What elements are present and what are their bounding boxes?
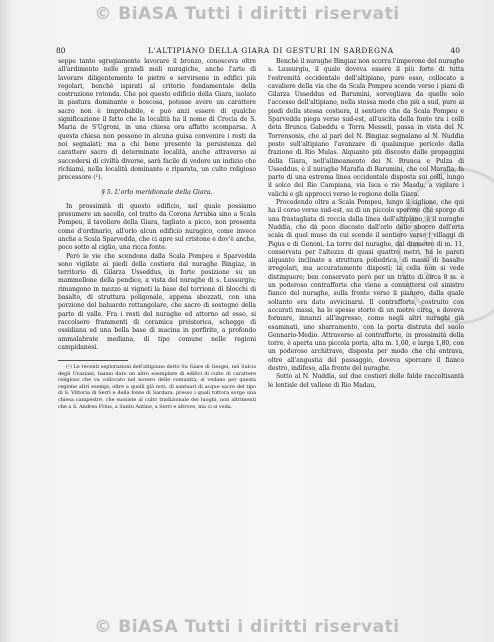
- right-paragraph-2: Procedendo oltre a Scala Pompeu, lungo il ciglione, che qui ha il corso verso sud-est, su di un piccolo sperone che sporge di una frastagliata di roccia dalla linea dell'altipiano, è il nuraghe Nuddìa, che dà poco discosto dall'orlo dello sbocco dell'erta scala di quel muso da cui scende il sentiero verso i villaggi di Pigus e di Genoni. La torre del nuraghe, dal diametro di m. 11, conservata per l'altezza di quasi quattro metri, ha le pareti alquanto inclinate a struttura poliedrica, di massi di basalto irregolari, ma accuratamente disposti; la cella non si vede distinguere; ben conservato però per un tratto di circa 8 m. è un poderoso contrafforte che viene a connettersi col sinistro fianco del nuraghe, sulla fronte verso il pianoro, dalla quale soltanto era dato avvicinarsi. Il contrafforte, costruito con accurati massi, ha le spesse storte di un metro circa, e doveva formare, innanzi all'ingresso, come negli altri nuraghi già esaminati, uno sbarramento, con la porta distruta del suolo Gennario-Medio. Attraverso al contrafforte, in prossimità della torre, è aperta una piccola porta, alta m. 1,60, e larga 1,80, con un poderoso architrave, disposta per modo che chi entrava, oltre all'angustia del passaggio, doveva sporcare il fianco destro, indifeso, alla fronte del nuraghe.: [268, 199, 464, 372]
- page-number-right: 40: [450, 46, 460, 55]
- section-title: § 5. L'orlo meridionale della Giara.: [101, 188, 213, 197]
- stamp-text: BIBLIOTECA D'ARTE: [407, 201, 435, 281]
- watermark-bottom: © BiASA Tutti i diritti riservati: [94, 617, 400, 637]
- footnote: [58, 364, 256, 410]
- right-column: [268, 58, 464, 390]
- left-paragraph-2: In prossimità di questo edificio, nel quale possiamo presumere un sacello, col tratto da Corona Arrubia sino a Scala Pompeu, il tavoliere della Giara, tagliato a picco, non presenta come d'ordinario, all'orlo alcun edificio nuragico, come invece anche a Scala Sparvedda, che ci apre sul cristone e dov'è anche, poco sotto al ciglio, una ricca fonte.: [58, 202, 256, 252]
- right-paragraph-1: Benchè il nuraghe Bingiaz non scorra l'imperone del nuraghe s. Lussurgiu, il quale doveva essere il più forte di tutta l'estremità occidentale dell'altipiano, pure esso, collocato a cavaliere della via che da Scala Pompeu scende verso i piani di Gilarza Usseddus ed Barumini, sorvegliava da quelle solo l'accesso dell'altipiano, nella stessa mode che più a sud, pure ai piedi della stessa costiera, il sentiero che da Scala Pompeu e Sparvedda piega verso sud-est, all'uscita della fonte tra i colli deta Brunca Gabeddu e Torra Messeli, passa in vista del N. Torrensonis, che al pari del N. Bingiaz segnalano al N. Nuddìa posto sull'altipiano l'avanzare di qualunque pericolo dalla frazione di Rio Mulas. Alquanto più discosto dalle propaggini della Giara, nell'allineamento dei N. Brunca e Pulza di Usseddus, è il nuraghe Marafia di Barumini, che col Marafia, fa parte di una estrema linea occidentale disposta sui colli, lungo il solco del Rio Campiana, via Isca e rio Masdu, a vigilare i valichi e gli approcci verso le regione della Giara.: [268, 58, 464, 198]
- footnote-rule: [58, 360, 128, 361]
- left-paragraph-3: Però le vie che scendono dalla Scala Pompeu e Sparvedda sono vigilate ai piedi della costiera dal nuraghe Bingiaz, in territorio di Gilarza Usseddus, in forte posizione su un mammellone della pendice, a vista del nuraghe di s. Lussurgiu; rimangono in mezzo ai vigneti la base del torrione di blocchi di basalto, di struttura poligonale, appena sbozzati, con una porzione del baluardo rettangolare, che sacro di sostegno della parte di valle. Fra i resti del nuraghe ed attorno ad esso, si raccolsero frammenti di ceramica preistorica, schegge di ossidiana ed una bella base di macina in porfirite, a profondo ammalabrate mediana, di tipo comune nelle regioni campidanesi.: [58, 252, 256, 351]
- left-column: [58, 58, 256, 410]
- left-paragraph-1: seppe tanto sgregiamente lavorare il bronzo, conosceva oltre all'ardimento nelle grandi moli nuragiche, anche l'arte di lavorare diligentemente le pietre e servirsene in edifici più regolari, benchè ispirati al criterio fondamentale della costruzione rotonda. Che poi questo edificio della Giara, isolato in pastura dominante e boscosa, potesse avere un carattere sacro non è improbabile, e può anzi essere di qualche significazione il fatto che la località ha il nome di Crocia de S. Maria de S'Ugroni, in una chiesa ora affatto scomparsa. A questa chiesa non possono in alcuna guisa convenire i resti da noi segnalati; ma a chi bene presente la persistenza del carattere sacro di determinate località, anche attraverso ai succedersi di civiltà diverse, sarà facile di vedere un indizio che richiami, nella località dominante e riparata, un culto religioso precessore (¹).: [58, 58, 256, 182]
- running-header: [56, 46, 460, 56]
- footnote-text: (¹) Le recenti esplorazioni dell'altipiano detto Su Giare di Gesgei, nel Sulcis degli Uraziani, hanno dato un altro esemplare di edifici di culto di carattere religioso che va collocato nel novero delle comunità; si vedano per questa regione altri esempi, oltre a quelli già noti, di santuari di acque sacre del tipo di S. Vittoria di Serri e della fonte di Sardara, presso i quali tuttora sorge una chiesa campestre, che sussiste al culto tradizionale dei luoghi, non altrimenti che a S. Andrea Frius, a Santu Antine, a Serri e altrove, ma ci si veda.: [58, 364, 256, 410]
- watermark-top: © BiASA Tutti i diritti riservati: [94, 4, 400, 24]
- page-number-left: 80: [56, 46, 66, 55]
- running-title: L'ALTIPIANO DELLA GIARA DI GESTURI IN SARDEGNA: [148, 46, 394, 55]
- right-paragraph-3: Sotto al N. Nuddìa, sul due costieri delle falde raccoltisantà le lentisle del vallese di Rio Madau,: [268, 373, 464, 389]
